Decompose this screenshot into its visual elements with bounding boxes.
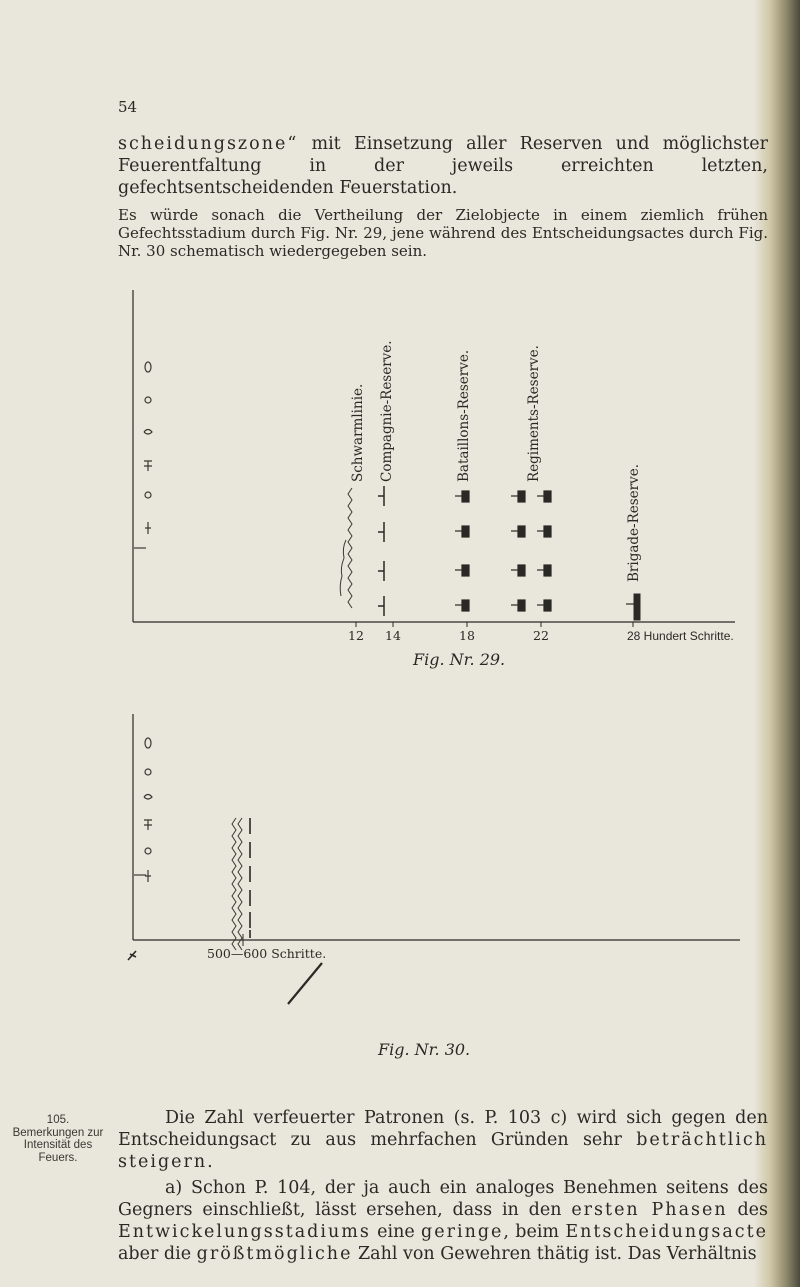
paragraph-4: a) Schon P. 104, der ja auch ein analoges Benehmen seitens des Gegners einschließt, lässt ersehen, dass in den ersten Phasen des Entwickelungsstadiums eine geringe, beim Entscheidungsacte aber die größtmögliche Zahl von Gewehren thätig ist. Das Verhältnis	[118, 1178, 769, 1264]
label-schwarmlinie: Schwarmlinie.	[350, 383, 366, 482]
emphasis-entwickelungsstadiums: Entwickelungsstadiums	[118, 1222, 371, 1242]
fig29-axis-ticks	[356, 622, 633, 627]
paragraph-2: Es würde sonach die Vertheilung der Zielobjecte in einem ziemlich frühen Gefechtsstadium durch Fig. Nr. 29, jene während des Entscheidungsactes durch Fig. Nr. 30 schematisch wiedergegeben sein.	[118, 206, 768, 260]
schwarmlinie-wave	[348, 488, 352, 608]
emphasis-betraechtlich: beträchtlich steigern	[118, 1130, 768, 1172]
label-brigade-reserve: Brigade-Reserve.	[626, 463, 642, 582]
enemy-markers	[134, 362, 152, 548]
emphasis-entscheidungsacte: Entscheidungsacte	[565, 1222, 768, 1242]
pencil-mark-small	[128, 951, 136, 960]
paragraph-1: scheidungszone“ mit Einsetzung aller Reserven und möglichster Feuerentfaltung in der jeweils erreichten letzten, gefechtsentscheidenden Feuerstation.	[118, 134, 768, 198]
schwarmlinie-wave-fig30-b	[238, 818, 242, 950]
enemy-markers-fig30	[134, 738, 152, 882]
tick-28-hundert-schritte: 28 Hundert Schritte.	[627, 629, 734, 643]
figure-29	[133, 290, 735, 643]
compagnie-reserve-markers	[378, 486, 384, 616]
tick-18: 18	[459, 628, 475, 643]
emphasis-geringe: geringe	[421, 1222, 504, 1242]
bataillons-reserve-markers	[455, 491, 469, 611]
label-regiments-reserve: Regiments-Reserve.	[526, 345, 542, 482]
emphasis-ersten-phasen: ersten Phasen	[571, 1200, 728, 1220]
pencil-slash	[288, 963, 322, 1004]
fig29-caption: Fig. Nr. 29.	[413, 650, 506, 669]
fig30-caption: Fig. Nr. 30.	[378, 1040, 471, 1059]
schwarmlinie-wave-fig30	[232, 818, 236, 950]
paragraph-3: Die Zahl verfeuerter Patronen (s. P. 103 c) wird sich gegen den Entscheidungsact zu aus mehrfachen Gründen sehr beträchtlich steigern.	[118, 1108, 768, 1172]
page-number: 54	[118, 98, 138, 116]
term-entscheidungszone: scheidungszone“	[118, 134, 299, 154]
tick-22: 22	[533, 628, 549, 643]
schwarmlinie-wave-left	[340, 540, 346, 596]
tick-14: 14	[385, 628, 401, 643]
label-bataillons-reserve: Bataillons-Reserve.	[456, 349, 472, 482]
figure-30	[128, 714, 740, 1004]
regiments-reserve-markers	[511, 491, 551, 611]
brigade-reserve-marker	[626, 594, 640, 620]
tick-12: 12	[348, 628, 364, 643]
margin-note: 105. Bemerkungen zur Intensität des Feuers.	[12, 1114, 104, 1164]
distance-label: 500—600 Schritte.	[207, 946, 327, 961]
emphasis-groesstmoegliche: größtmögliche	[196, 1244, 353, 1264]
label-compagnie-reserve: Compagnie-Reserve.	[379, 340, 395, 482]
